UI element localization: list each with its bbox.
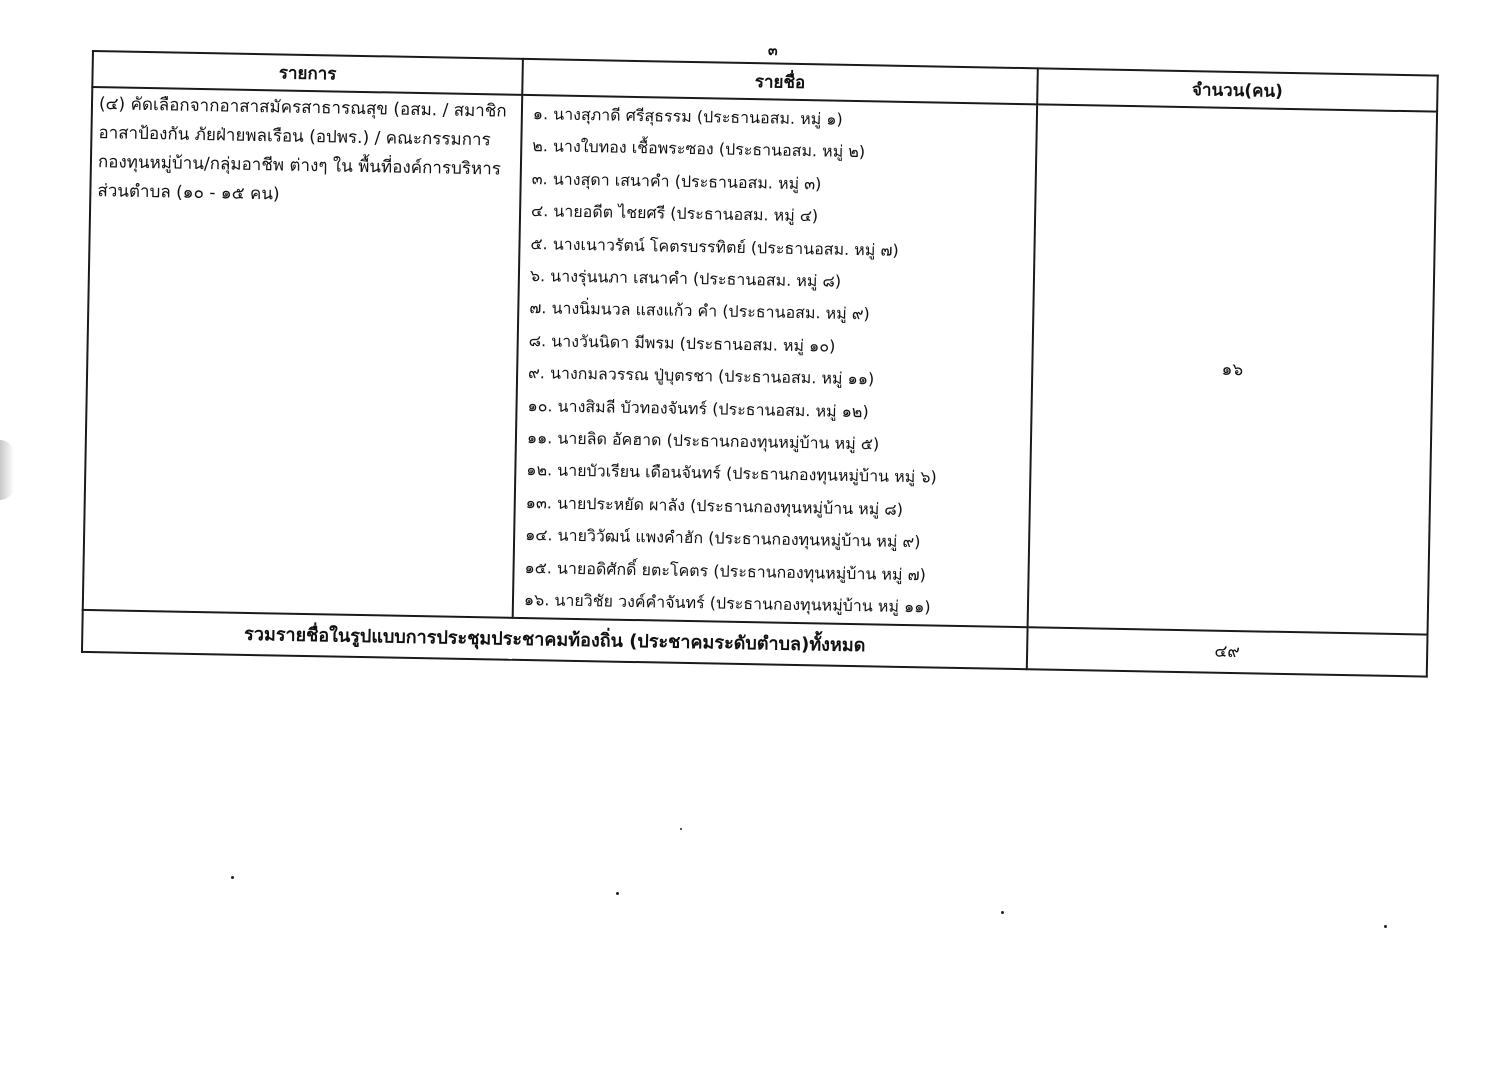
- members-table: [81, 50, 1439, 677]
- page-number: ๓: [768, 43, 778, 59]
- scan-speck: [616, 892, 619, 895]
- scan-speck: [1384, 925, 1387, 928]
- list-item: ๕. นางเนาวรัตน์ โคตรบรรทิตย์ (ประธานอสม. หมู่ ๗): [530, 233, 899, 260]
- list-item: ๑๐. นางสิมลี บัวทองจันทร์ (ประธานอสม. หมู่ ๑๒): [527, 395, 869, 421]
- names-list: [524, 98, 1030, 626]
- header-item: รายการ: [92, 51, 523, 95]
- list-item: ๑๕. นายอดิศักดิ์ ยตะโคตร (ประธานกองทุนหมู่บ้าน หมู่ ๗): [524, 557, 927, 585]
- scan-speck: [231, 876, 234, 879]
- list-item: ๑๑. นายลิด อัคฮาด (ประธานกองทุนหมู่บ้าน หมู่ ๕): [526, 428, 880, 454]
- member-count: ๑๖: [1028, 104, 1438, 634]
- scan-speck: [1001, 911, 1004, 914]
- item-description: (๔) คัดเลือกจากอาสาสมัครสาธารณสุข (อสม. / สมาชิกอาสาป้องกัน ภัยฝ่ายพลเรือน (อปพร.) / คณะกรรมการกองทุนหมู่บ้าน/กลุ่มอาชีพ ต่างๆ ใน พื้นที่องค์การบริหารส่วนตำบล (๑๐ - ๑๕ คน): [83, 87, 523, 617]
- list-item: ๓. นางสุดา เสนาคำ (ประธานอสม. หมู่ ๓): [531, 168, 822, 194]
- header-count: จำนวน(คน): [1037, 68, 1438, 111]
- scan-speck: [680, 828, 682, 830]
- list-item: ๑๖. นายวิชัย วงค์คำจันทร์ (ประธานกองทุนหมู่บ้าน หมู่ ๑๑): [523, 590, 931, 617]
- list-item: ๑. นางสุภาดี ศรีสุธรรม (ประธานอสม. หมู่ ๑): [532, 104, 843, 129]
- total-value: ๔๙: [1027, 627, 1428, 676]
- list-item: ๑๒. นายบัวเรียน เดือนจันทร์ (ประธานกองทุนหมู่บ้าน หมู่ ๖): [526, 460, 937, 488]
- list-item: ๘. นางวันนิดา มีพรม (ประธานอสม. หมู่ ๑๐): [528, 330, 836, 356]
- names-cell: [513, 95, 1037, 627]
- list-item: ๒. นางใบทอง เชื้อพระซอง (ประธานอสม. หมู่ ๒): [532, 136, 866, 162]
- list-item: ๗. นางนิ่มนวล แสงแก้ว คำ (ประธานอสม. หมู่ ๙): [529, 298, 870, 324]
- list-item: ๑๔. นายวิวัฒน์ แพงคำฮัก (ประธานกองทุนหมู่บ้าน หมู่ ๙): [525, 525, 921, 552]
- document-body: [81, 50, 1437, 677]
- table-row: [83, 87, 1437, 634]
- scan-edge-shadow: [0, 440, 14, 500]
- list-item: ๙. นางกมลวรรณ ปู่บุตรชา (ประธานอสม. หมู่ ๑๑): [527, 363, 875, 389]
- total-label: รวมรายชื่อในรูปแบบการประชุมประชาคมท้องถิ่น (ประชาคมระดับตำบล)ทั้งหมด: [82, 609, 1028, 668]
- list-item: ๔. นายอดีต ไชยศรี (ประธานอสม. หมู่ ๔): [530, 201, 819, 226]
- header-names: รายชื่อ: [522, 59, 1038, 104]
- list-item: ๑๓. นายประหยัด ผาลัง (ประธานกองทุนหมู่บ้าน หมู่ ๘): [525, 492, 904, 519]
- list-item: ๖. นางรุ่นนภา เสนาคำ (ประธานอสม. หมู่ ๘): [529, 266, 842, 291]
